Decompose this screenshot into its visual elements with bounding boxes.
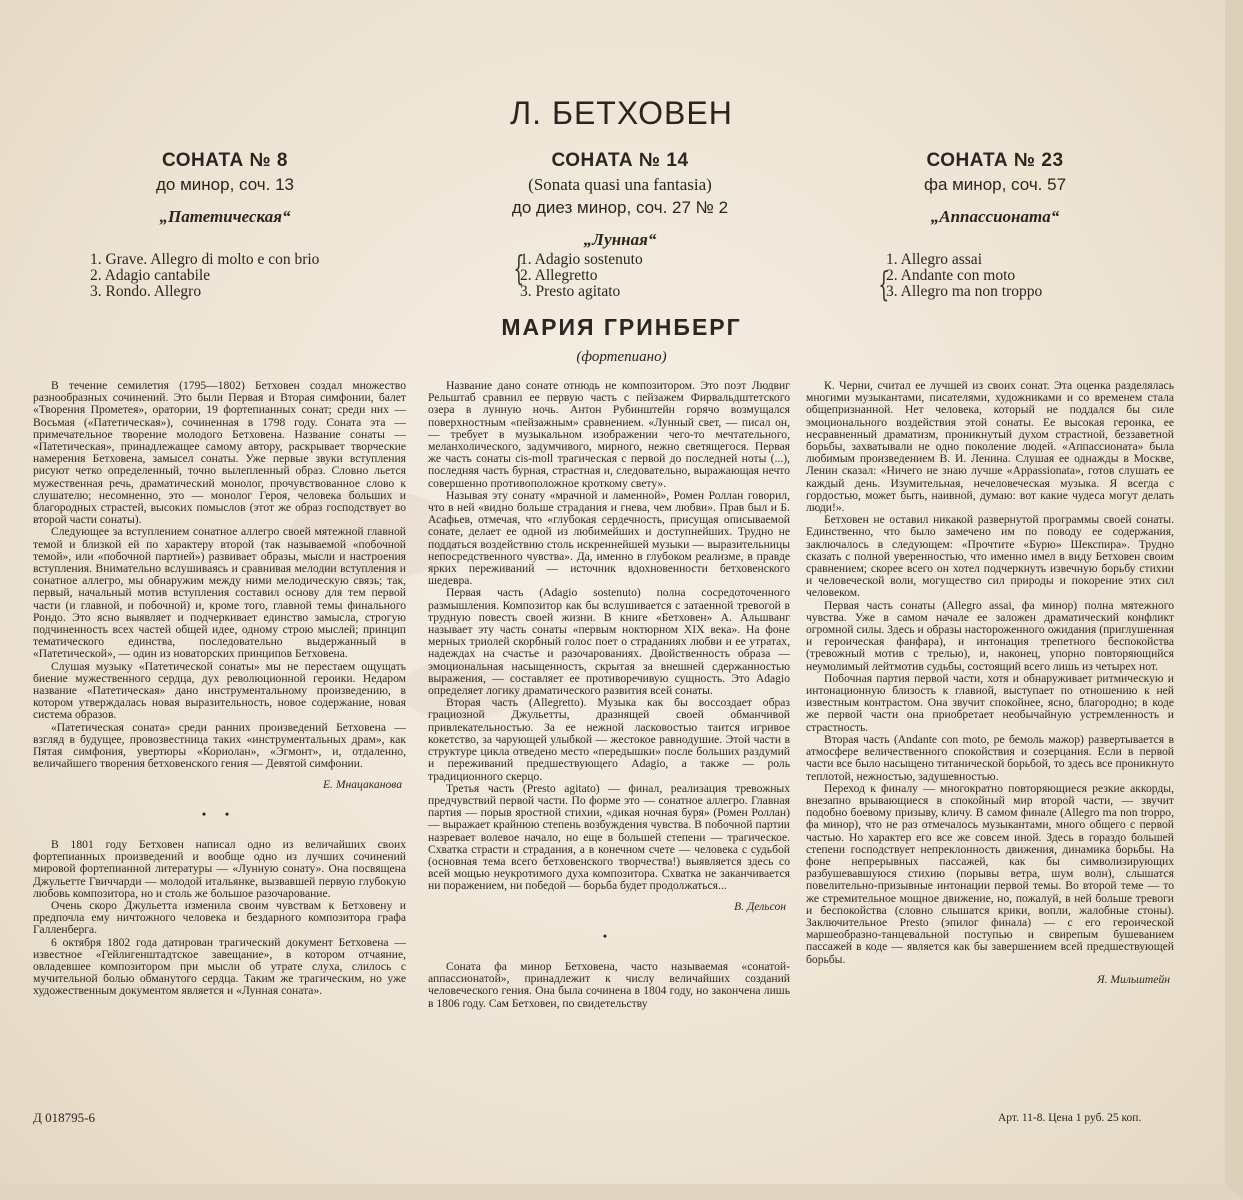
movement: 1. Allegro assai <box>886 251 982 268</box>
paragraph: Соната фа минор Бетховена, часто называемая «сонатой-аппассионатой», принадлежит к числу величайших созданий человеческого гения. Она была сочинена в 1804 году, но закончена лишь в 1806 году. Сам Бетховен, по свидетельству <box>428 959 790 1010</box>
sonata-title: СОНАТА № 8 <box>162 150 288 171</box>
paragraph: «Патетическая соната» среди ранних произведений Бетховена — взгляд в будущее, провозвестница таких «инструментальных драм», как Пятая симфония, увертюры «Кориолан», «Эгмонт», и, отдаленно, величайшего творения бетховенского гения — Девятой симфонии. <box>33 720 406 771</box>
paragraph: 6 октября 1802 года датирован трагический документ Бетховена — известное «Гейлигенштадтское завещание», в котором отчаяние, овладевшее композитором при мысли об утрате слуха, слилось с мучительной болью обманутого сердца. Таким же трагическим, но уже художественным документом является и «Лунная соната». <box>33 935 406 998</box>
movement: 3. Rondo. Allegro <box>90 283 202 300</box>
sonata-23-header <box>880 150 1110 227</box>
sonata-8-header <box>120 150 330 227</box>
paragraph: Бетховен не оставил никакой развернутой программы своей сонаты. Единственно, что было замечено им по поводу ее содержания, заключалось в следующем: «Прочтите «Бурю» Шекспира». Трудно сказать с полной уверенностью, что именно имел в виду Бетховен своим сравнением; скорее всего он хотел подчеркнуть извечную борьбу стихии и человеческой воли, могущество сил природы и покорение этих сил человеком. <box>806 513 1174 600</box>
paragraph: Следующее за вступлением сонатное аллегро своей мятежной главной темой и близкой ей по характеру второй (так называемой «побочной темой», или «побочной партией») развивает образы, мысли и настроения вступления. Внимательно вслушиваясь и сравнивая мелодии вступления и сонатное аллегро, мы обнаружим между ними мелодическую связь; так, первый, начальный мотив вступления составил основу для тем первой части (и главной, и побочной) и, кроме того, главной темы финального Рондо. Это ясно выявляет и подчеркивает единство замысла, строгую подчиненность всех частей общей идее, одному строю мыслей; принцип тематического единства, последовательно выдержанный в «Патетической», — один из новаторских принципов Бетховена. <box>33 525 406 661</box>
paragraph: Побочная партия первой части, хотя и обнаруживает ритмическую и интонационную близость к главной, выступает по отношению к ней известным контрастом. Она звучит спокойнее, ясно, благородно; в коде же первой части она приобретает необычайную устремленность и страстность. <box>806 671 1174 734</box>
paragraph: Называя эту сонату «мрачной и ламенной», Ромен Роллан говорил, что в ней «видно больше страдания и гнева, чем любви». Прав был и Б. Асафьев, отмечая, что «глубокая сердечность, присущая описываемой сонате, делает ее одной из любимейших и доступнейших. Трудно не поддаться воздействию столь искреннейшей музыки — выразительницы непосредственного чувства». Да, именно в глубоком реализме, в правде ярких переживаний — источник вдохновенности бетховенского шедевра. <box>428 488 790 588</box>
text-column-middle <box>428 380 790 1010</box>
brace-icon: { <box>513 249 525 289</box>
section-divider: • <box>602 929 616 943</box>
performer-instrument: (фортепиано) <box>576 349 667 365</box>
sonata-key: до диез минор, соч. 27 № 2 <box>511 198 729 217</box>
paragraph: Вторая часть (Andante con moto, ре бемоль мажор) развертывается в атмосфере величественного спокойствия и созерцания. Если в первой части все было насыщено титанической борьбой, то здесь все проникнуто теплотой, нежностью, задушевностью. <box>806 732 1174 783</box>
sonata-nickname: „Лунная“ <box>583 230 657 249</box>
brace-icon: { <box>878 265 890 305</box>
paragraph: Очень скоро Джульетта изменила своим чувствам к Бетховену и предпочла ему ничтожного человека и бездарного композитора графа Галленберга. <box>33 898 406 937</box>
sonata-title: СОНАТА № 23 <box>926 150 1064 171</box>
sonata-23-movements <box>886 252 1042 300</box>
movement: 2. Allegretto <box>520 267 598 284</box>
sonata-key: до минор, соч. 13 <box>155 175 294 194</box>
paragraph: Название дано сонате отнюдь не композитором. Это поэт Людвиг Рельштаб сравнил ее первую часть с пейзажем Фирвальдштетского озера в лунную ночь. Антон Рубинштейн горячо возмущался поверхностным «пейзажным» сравнением. «Лунный свет, — писал он, — требует в музыкальном изображении чего-то мечтательного, меланхолического, задумчивого, мирного, нежно светящегося. Первая же часть сонаты cis-moll трагическая с первой до последней ноты (...), последняя часть бурная, страстная и, следовательно, выражающая нечто совершенно противоположное кроткому свету». <box>428 379 790 490</box>
sonata-nickname: „Аппассионата“ <box>930 207 1060 226</box>
movement: 2. Adagio cantabile <box>90 267 211 284</box>
movement: 1. Grave. Allegro di molto e con brio <box>90 251 320 268</box>
performer-name: МАРИЯ ГРИНБЕРГ <box>501 314 742 340</box>
sonata-8-movements <box>90 252 319 300</box>
author-signature: В. Дельсон <box>734 899 786 913</box>
movement: 1. Adagio sostenuto <box>520 251 643 268</box>
sonata-14-movements <box>520 252 643 300</box>
text-column-left <box>33 380 406 998</box>
paragraph: Вторая часть (Allegretto). Музыка как бы воссоздает образ грациозной Джульетты, дразнящей своей обманчивой привлекательностью. За ее нежной ласковостью таится игривое кокетство, за чарующей улыбкой — жестокое равнодушие. Этой части в структуре цикла отведено место «передышки» после больших раздумий и переживаний предшествующего Adagio, а также — роль традиционного скерцо. <box>428 696 790 783</box>
paragraph: Переход к финалу — многократно повторяющиеся резкие аккорды, внезапно врывающиеся в спокойный мир второй части, — звучит подобно боевому призыву, кличу. В самом финале (Allegro ma non troppo, фа минор), что не раз отмечалось музыкантами, много общего с первой частью. Но характер его все же совсем иной. Здесь в гораздо большей степени господствует непреклонность движения, динамика борьбы. На фоне непрерывных пассажей, как бы символизирующих разбушевавшуюся стихию (порывы ветра, шум волн), слышатся повелительно-призывные интонации первой темы. Во второй теме — то же стремительное мощное движение, но, пожалуй, в ней больше тревоги и беспокойства (словно слышатся крики, вопли, жалобные стоны). Заключительное Presto (эпилог финала) — с его героической маршеобразно-танцевальной поступью и свирепым бушеванием пассажей в коде — является как бы завершением всей предшествующей борьбы. <box>806 781 1174 966</box>
movement: 2. Andante con moto <box>886 267 1016 284</box>
sonata-key: фа минор, соч. 57 <box>923 175 1067 194</box>
paragraph: В течение семилетия (1795—1802) Бетховен создал множество разнообразных сочинений. Это были Первая и Вторая симфонии, балет «Творения Прометея», оратории, 19 фортепианных сонат; среди них — Восьмая («Патетическая»), сочиненная в 1798 году. Соната эта — примечательное творение молодого Бетховена. Название сонаты — «Патетическая», принадлежащее самому автору, раскрывает творческие намерения Бетховена, замысел сонаты. Уже первые звуки вступления рисуют четко определенный, точно вылепленный образ. Словно льется мужественная речь, драматический монолог, прочувствованное слово к слушателю; несомненно, это — монолог Героя, человека больших и благородных страстей, высоких помыслов (этот же образ господствует во второй части сонаты). <box>33 379 406 527</box>
performer <box>0 314 1243 366</box>
sonata-nickname: „Патетическая“ <box>159 207 291 226</box>
paragraph: Первая часть сонаты (Allegro assai, фа минор) полна мятежного чувства. Уже в самом начале ее заложен драматический конфликт огромной силы. Здесь и образы настороженного ожидания (приглушенная и героическая фанфара), и интонация трепетного беспокойства (тревожный мотив с трелью), и, наконец, упорно повторяющийся неумолимый лейтмотив судьбы, состоящий всего лишь из четырех нот. <box>806 598 1174 673</box>
paragraph: Слушая музыку «Патетической сонаты» мы не перестаем ощущать биение мужественного сердца, дух революционной героики. Недаром название «Патетическая» дано инструментальному произведению, в котором утверждалась новая выразительность, новое содержание, новая система образов. <box>33 659 406 722</box>
paragraph: Третья часть (Presto agitato) — финал, реализация тревожных предчувствий первой части. По форме это — сонатное аллегро. Главная партия — порыв яростной стихии, «дикая ночная буря» (Ромен Роллан) — выражает крайнюю степень возбуждения чувства. В побочной партии назревает волевое начало, но еще в большей степени — трагическое. Схватка страсти и страдания, а в конечном счете — человека с судьбой (основная тема всего бетховенского творчества!) выявляется здесь со всей мощью неукротимого духа композитора. Схватка не заканчивается ни поражением, ни победой — борьба будет продолжаться... <box>428 781 790 893</box>
paragraph: В 1801 году Бетховен написал одно из величайших своих фортепианных произведений и вообще одно из лучших сочинений мировой фортепианной литературы — «Лунную сонату». Она посвящена Джульетте Гвиччарди — молодой итальянке, вызвавшей первую глубокую любовь композитора, но и столь же большое разочарование. <box>33 837 406 900</box>
movement: 3. Allegro ma non troppo <box>886 283 1043 300</box>
composer-title: Л. БЕТХОВЕН <box>510 95 733 131</box>
section-divider: • • <box>201 807 238 821</box>
author-signature: Е. Мнацаканова <box>322 777 402 791</box>
paragraph: К. Черни, считал ее лучшей из своих сонат. Эта оценка разделялась многими музыкантами, писателями, художниками и со временем стала общепризнанной. Нет человека, который не поддался бы силе эмоционального воздействия этой сонаты. Ее высокая героика, ее несравненный драматизм, проникнутый духом страстной, беззаветной борьбы, захватывали не одно поколение людей. «Аппассионата» была любимым произведением В. И. Ленина. Слушая ее однажды в Москве, Ленин сказал: «Ничего не знаю лучше «Appassionata», готов слушать ее каждый день. Изумительная, нечеловеческая музыка. Я всегда с гордостью, может быть, наивной, думаю: вот какие чудеса могут делать люди!». <box>806 379 1174 515</box>
price-info: Арт. 11-8. Цена 1 руб. 25 коп. <box>998 1112 1142 1124</box>
paragraph: Первая часть (Adagio sostenuto) полна сосредоточенного размышления. Композитор как бы вслушивается с затаенной тревогой в трудную повесть своей жизни. В книге «Бетховен» А. Альшванг называет эту часть сонаты «первым ноктюрном XIX века». На фоне мерных триолей скорбный голос поет о страданиях любви и ее утратах, надеждах на счастье и разочарованиях. Двойственность образа — эмоциональная насыщенность, скрытая за внешней сдержанностью выражения, — составляет ее противоречивую сущность. Это Adagio определяет логику драматического развития всей сонаты. <box>428 586 790 698</box>
author-signature: Я. Мильштейн <box>1096 972 1170 986</box>
movement: 3. Presto agitato <box>520 283 621 300</box>
catalog-number: Д 018795-6 <box>33 1110 95 1125</box>
sonata-subtitle: (Sonata quasi una fantasia) <box>528 175 712 194</box>
sonata-title: СОНАТА № 14 <box>551 150 689 171</box>
sonata-14-header <box>470 150 770 250</box>
text-column-right <box>806 380 1174 986</box>
